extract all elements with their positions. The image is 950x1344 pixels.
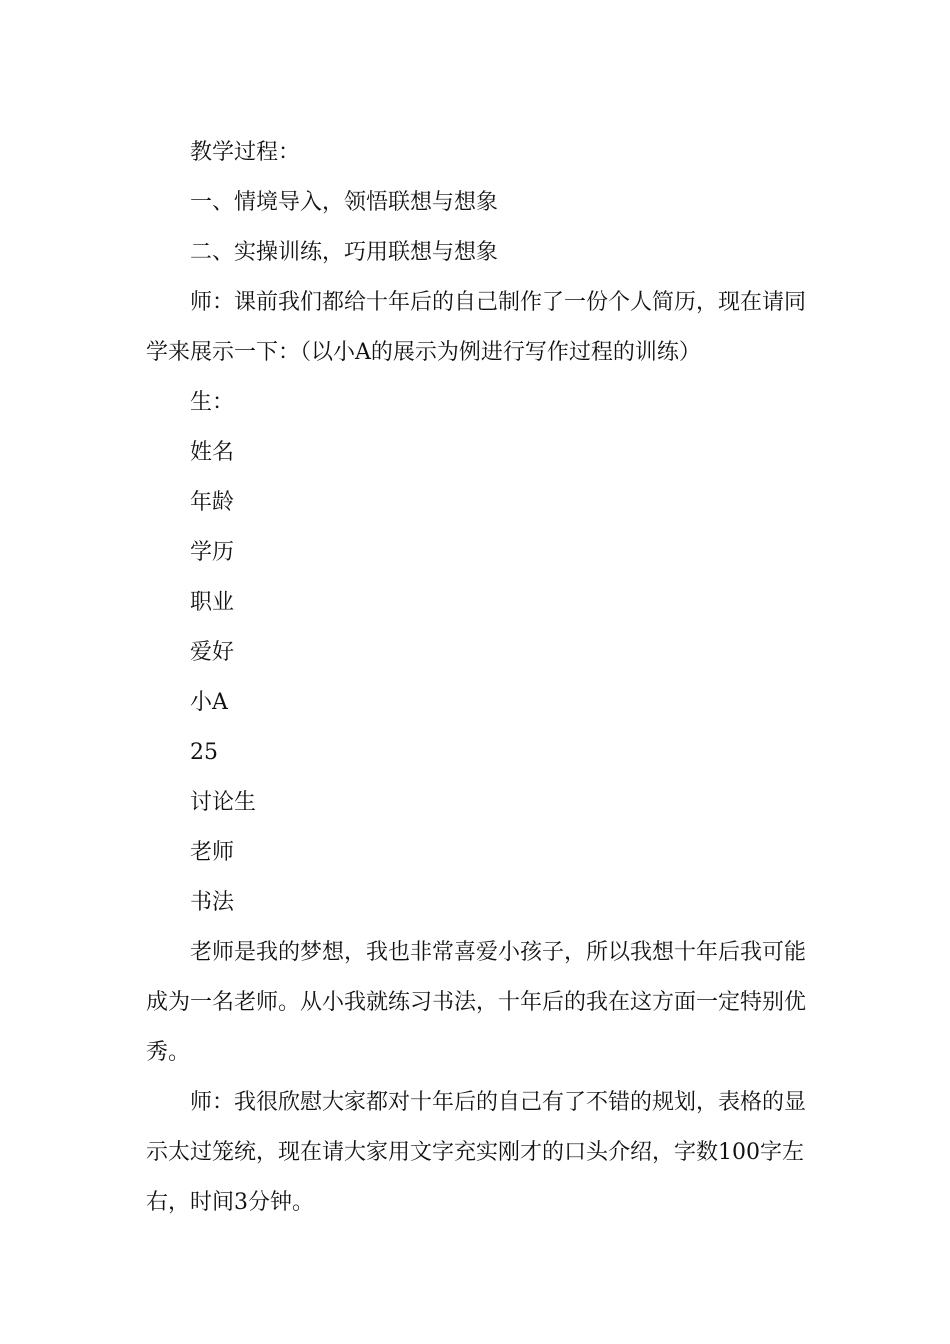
- section-heading-1: 一、情境导入，领悟联想与想象: [190, 190, 499, 215]
- resume-value-hobby: 书法: [190, 890, 235, 915]
- resume-value-age: 25: [190, 740, 218, 765]
- resume-field-hobby: 爱好: [190, 640, 235, 665]
- resume-value-occupation: 老师: [190, 840, 235, 865]
- document-body: [146, 128, 810, 1228]
- teacher-paragraph-2: 师：我很欣慰大家都对十年后的自己有了不错的规划，表格的显示太过笼统，现在请大家用文字充实刚才的口头介绍，字数100字左右，时间3分钟。: [146, 1090, 807, 1215]
- student-paragraph: 老师是我的梦想，我也非常喜爱小孩子，所以我想十年后我可能成为一名老师。从小我就练习书法，十年后的我在这方面一定特别优秀。: [146, 940, 807, 1065]
- resume-field-occupation: 职业: [190, 590, 235, 615]
- resume-value-name: 小A: [190, 690, 228, 715]
- resume-field-name: 姓名: [190, 440, 235, 465]
- resume-value-education: 讨论生: [190, 790, 257, 815]
- student-label: 生：: [190, 390, 235, 415]
- resume-field-age: 年龄: [190, 490, 235, 515]
- section-heading-2: 二、实操训练，巧用联想与想象: [190, 240, 499, 265]
- teacher-paragraph-1: 师：课前我们都给十年后的自己制作了一份个人简历，现在请同学来展示一下：（以小A的展示为例进行写作过程的训练）: [146, 290, 807, 365]
- section-heading-teaching-process: 教学过程：: [190, 140, 301, 165]
- resume-field-education: 学历: [190, 540, 235, 565]
